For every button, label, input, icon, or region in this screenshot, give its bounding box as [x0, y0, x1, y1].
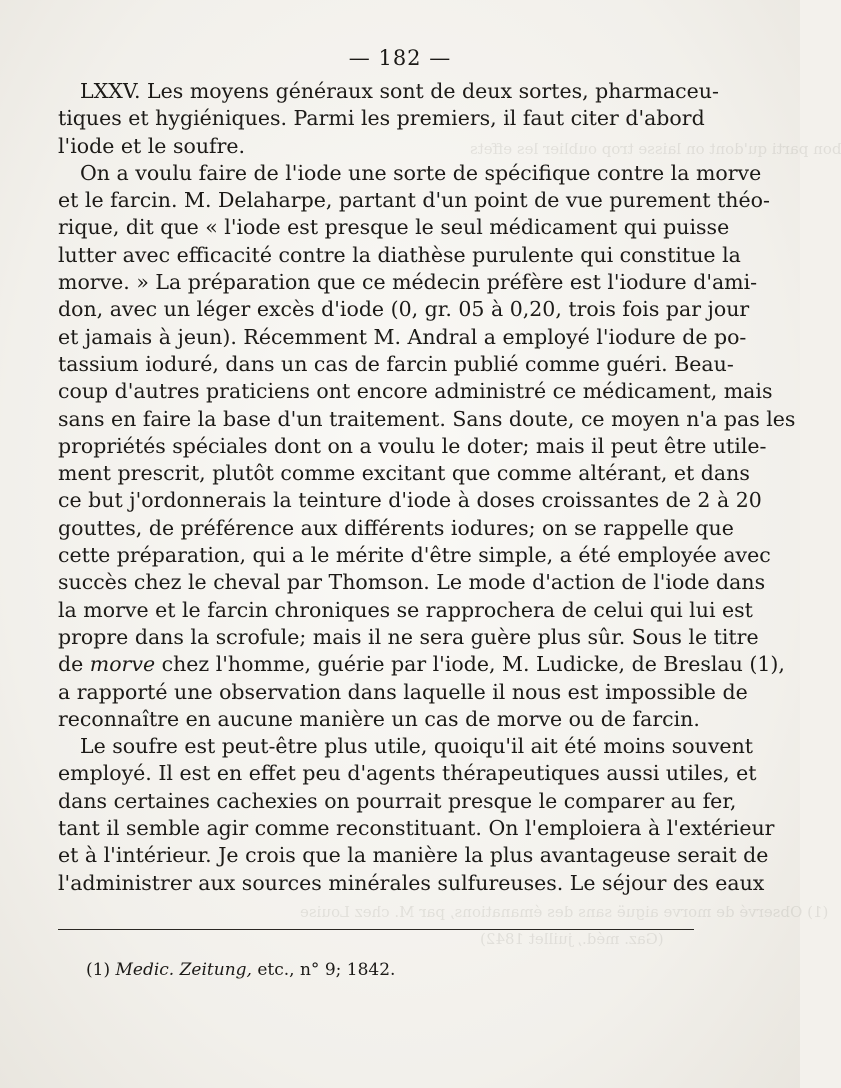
text-line: l'administrer aux sources minérales sulfureuses. Le séjour des eaux	[58, 870, 765, 895]
footnote-marker: (1)	[86, 960, 116, 980]
text-line: gouttes, de préférence aux différents iodures; on se rappelle que	[58, 515, 734, 540]
text-line: propre dans la scrofule; mais il ne sera guère plus sûr. Sous le titre	[58, 624, 759, 649]
text-line: ment prescrit, plutôt comme excitant que comme altérant, et dans	[58, 461, 750, 486]
text-line: tiques et hygiéniques. Parmi les premiers, il faut citer d'abord	[58, 106, 705, 131]
text-segment: chez l'homme, guérie par l'iode, M. Ludicke, de Breslau (1),	[155, 652, 785, 677]
text-line: ce but j'ordonnerais la teinture d'iode à doses croissantes de 2 à 20	[58, 488, 762, 513]
text-line: succès chez le cheval par Thomson. Le mode d'action de l'iode dans	[58, 570, 766, 595]
page-number: — 182 —	[348, 46, 452, 70]
text-segment: de	[58, 652, 90, 677]
footnote-rule	[58, 929, 694, 930]
text-line	[58, 651, 785, 678]
text-line: et le farcin. M. Delaharpe, partant d'un point de vue purement théo-	[58, 188, 770, 213]
bleed-through-text: bon parti qu'dont on laisse trop oublier les effets	[470, 140, 841, 158]
text-line: et à l'intérieur. Je crois que la manière la plus avantageuse serait de	[58, 843, 769, 868]
text-line: don, avec un léger excès d'iode (0, gr. 05 à 0,20, trois fois par jour	[58, 297, 750, 322]
text-line: On a voulu faire de l'iode une sorte de spécifique contre la morve	[80, 160, 762, 185]
footnote-details: etc., n° 9; 1842.	[251, 960, 396, 980]
text-line: dans certaines cachexies on pourrait presque le comparer au fer,	[58, 788, 737, 813]
bleed-through-text: (Gaz. méd., juillet 1842)	[480, 930, 664, 948]
footnote	[86, 959, 395, 981]
text-line: l'iode et le soufre.	[58, 133, 246, 158]
text-line: et jamais à jeun). Récemment M. Andral a employé l'iodure de po-	[58, 324, 747, 349]
text-line: coup d'autres praticiens ont encore administré ce médicament, mais	[58, 379, 773, 404]
text-line: tassium ioduré, dans un cas de farcin publié comme guéri. Beau-	[58, 351, 734, 376]
text-line: rique, dit que « l'iode est presque le seul médicament qui puisse	[58, 215, 730, 240]
text-line: la morve et le farcin chroniques se rapprochera de celui qui lui est	[58, 597, 753, 622]
text-line: tant il semble agir comme reconstituant. On l'emploiera à l'extérieur	[58, 816, 775, 841]
text-line: lutter avec efficacité contre la diathèse purulente qui constitue la	[58, 242, 741, 267]
text-line: morve. » La préparation que ce médecin préfère est l'iodure d'ami-	[58, 270, 758, 295]
text-line: cette préparation, qui a le mérite d'être simple, a été employée avec	[58, 543, 771, 568]
bleed-through-text: (1) Observé de morve aiguë sans des émanations, par M. chez Louise	[300, 903, 829, 921]
italic-word: morve	[89, 652, 156, 677]
text-line: reconnaître en aucune manière un cas de morve ou de farcin.	[58, 706, 700, 731]
text-line: sans en faire la base d'un traitement. Sans doute, ce moyen n'a pas les	[58, 406, 796, 431]
text-line: a rapporté une observation dans laquelle il nous est impossible de	[58, 679, 748, 704]
text-line: LXXV. Les moyens généraux sont de deux sortes, pharmaceu-	[80, 79, 719, 103]
body-text	[58, 78, 796, 897]
text-line: Le soufre est peut-être plus utile, quoiqu'il ait été moins souvent	[80, 734, 754, 759]
text-line: employé. Il est en effet peu d'agents thérapeutiques aussi utiles, et	[58, 761, 757, 786]
footnote-source: Medic. Zeitung,	[115, 960, 252, 980]
text-line: propriétés spéciales dont on a voulu le doter; mais il peut être utile-	[58, 433, 767, 458]
